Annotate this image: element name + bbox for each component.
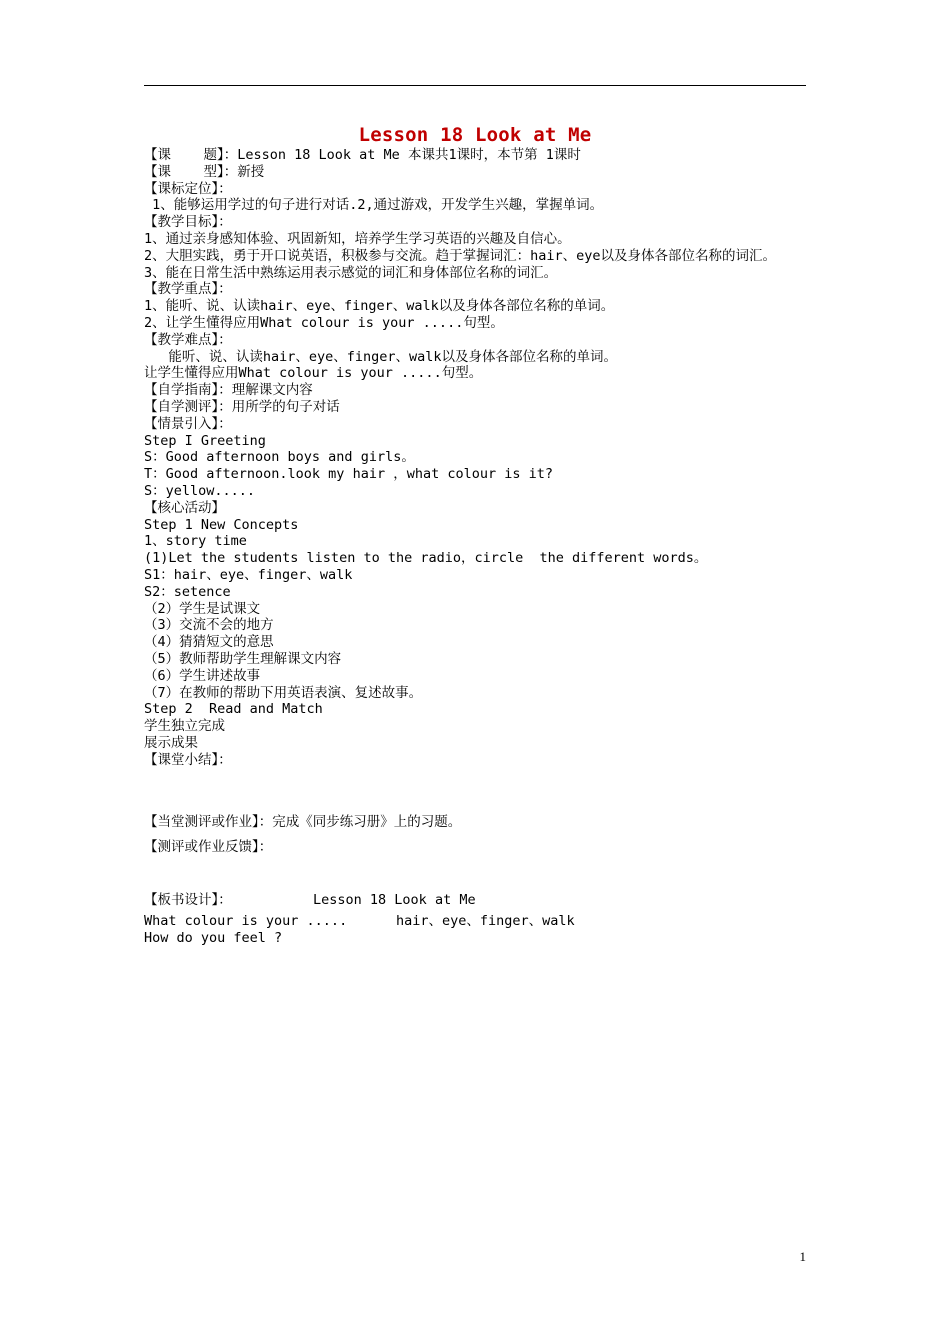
board-design-line: 【板书设计】： Lesson 18 Look at Me [144, 892, 476, 909]
text-line: 【自学指南】：理解课文内容 [144, 382, 313, 399]
feedback-line: 【测评或作业反馈】： [144, 839, 273, 856]
text-line: （6）学生讲述故事 [144, 667, 261, 684]
text-line: 【课 型】：新授 [144, 163, 265, 180]
text-line: 【教学重点】： [144, 281, 232, 298]
text-line: S2：setence [144, 583, 231, 600]
text-line: T：Good afternoon.look my hair ，what colour is it? [144, 466, 554, 483]
text-line: （7）在教师的帮助下用英语表演、复述故事。 [144, 684, 423, 701]
document-body [144, 147, 824, 946]
board-design-line: How do you feel ? [144, 929, 283, 946]
text-line: 【自学测评】：用所学的句子对话 [144, 398, 340, 415]
header-rule [144, 85, 806, 86]
text-line: 【课 题】：Lesson 18 Look at Me 本课共1课时，本节第 1课时 [144, 147, 581, 163]
text-line: （2）学生是试课文 [144, 600, 261, 617]
page-number: 1 [799, 1249, 806, 1264]
text-line: 1、通过亲身感知体验、巩固新知，培养学生学习英语的兴趣及自信心。 [144, 230, 571, 247]
text-line: S：yellow..... [144, 482, 256, 499]
text-line: 1、能够运用学过的句子进行对话.2,通过游戏，开发学生兴趣，掌握单词。 [144, 197, 604, 214]
page-title: Lesson 18 Look at Me [358, 124, 592, 146]
text-line: （5）教师帮助学生理解课文内容 [144, 650, 342, 667]
text-line: 1、能听、说、认读hair、eye、finger、walk以及身体各部位名称的单词。 [144, 298, 615, 315]
homework-line: 【当堂测评或作业】：完成《同步练习册》上的习题。 [144, 814, 462, 831]
text-line: 2、大胆实践，勇于开口说英语，积极参与交流。趋于掌握词汇：hair、eye以及身体各部位名称的词汇。 [144, 247, 777, 264]
text-line: 让学生懂得应用What colour is your .....句型。 [144, 365, 483, 382]
text-line: 1、story time [144, 533, 247, 550]
text-line: 3、能在日常生活中熟练运用表示感觉的词汇和身体部位名称的词汇。 [144, 264, 558, 281]
text-line: 2、让学生懂得应用What colour is your .....句型。 [144, 314, 504, 331]
text-line: 展示成果 [144, 734, 198, 751]
text-line: （3）交流不会的地方 [144, 617, 274, 634]
text-line: 【情景引入】： [144, 415, 232, 432]
text-line: 【课堂小结】： [144, 751, 232, 768]
text-line: 【教学难点】： [144, 331, 232, 348]
text-line: Step 1 New Concepts [144, 516, 299, 533]
text-line: 【教学目标】： [144, 214, 232, 231]
text-line: 【核心活动】 [144, 499, 225, 516]
board-design-line: What colour is your ..... hair、eye、finger、walk [144, 912, 575, 929]
text-line: (1)Let the students listen to the radio，circle the different words。 [144, 550, 708, 567]
text-line: Step I Greeting [144, 432, 266, 449]
text-line: S1：hair、eye、finger、walk [144, 566, 353, 583]
text-line: 能听、说、认读hair、eye、finger、walk以及身体各部位名称的单词。 [144, 348, 618, 365]
text-line: 【课标定位】： [144, 180, 232, 197]
text-line: S：Good afternoon boys and girls。 [144, 449, 415, 466]
text-line: （4）猜猜短文的意思 [144, 634, 274, 651]
text-line: Step 2 Read and Match [144, 701, 323, 718]
text-line: 学生独立完成 [144, 718, 225, 735]
